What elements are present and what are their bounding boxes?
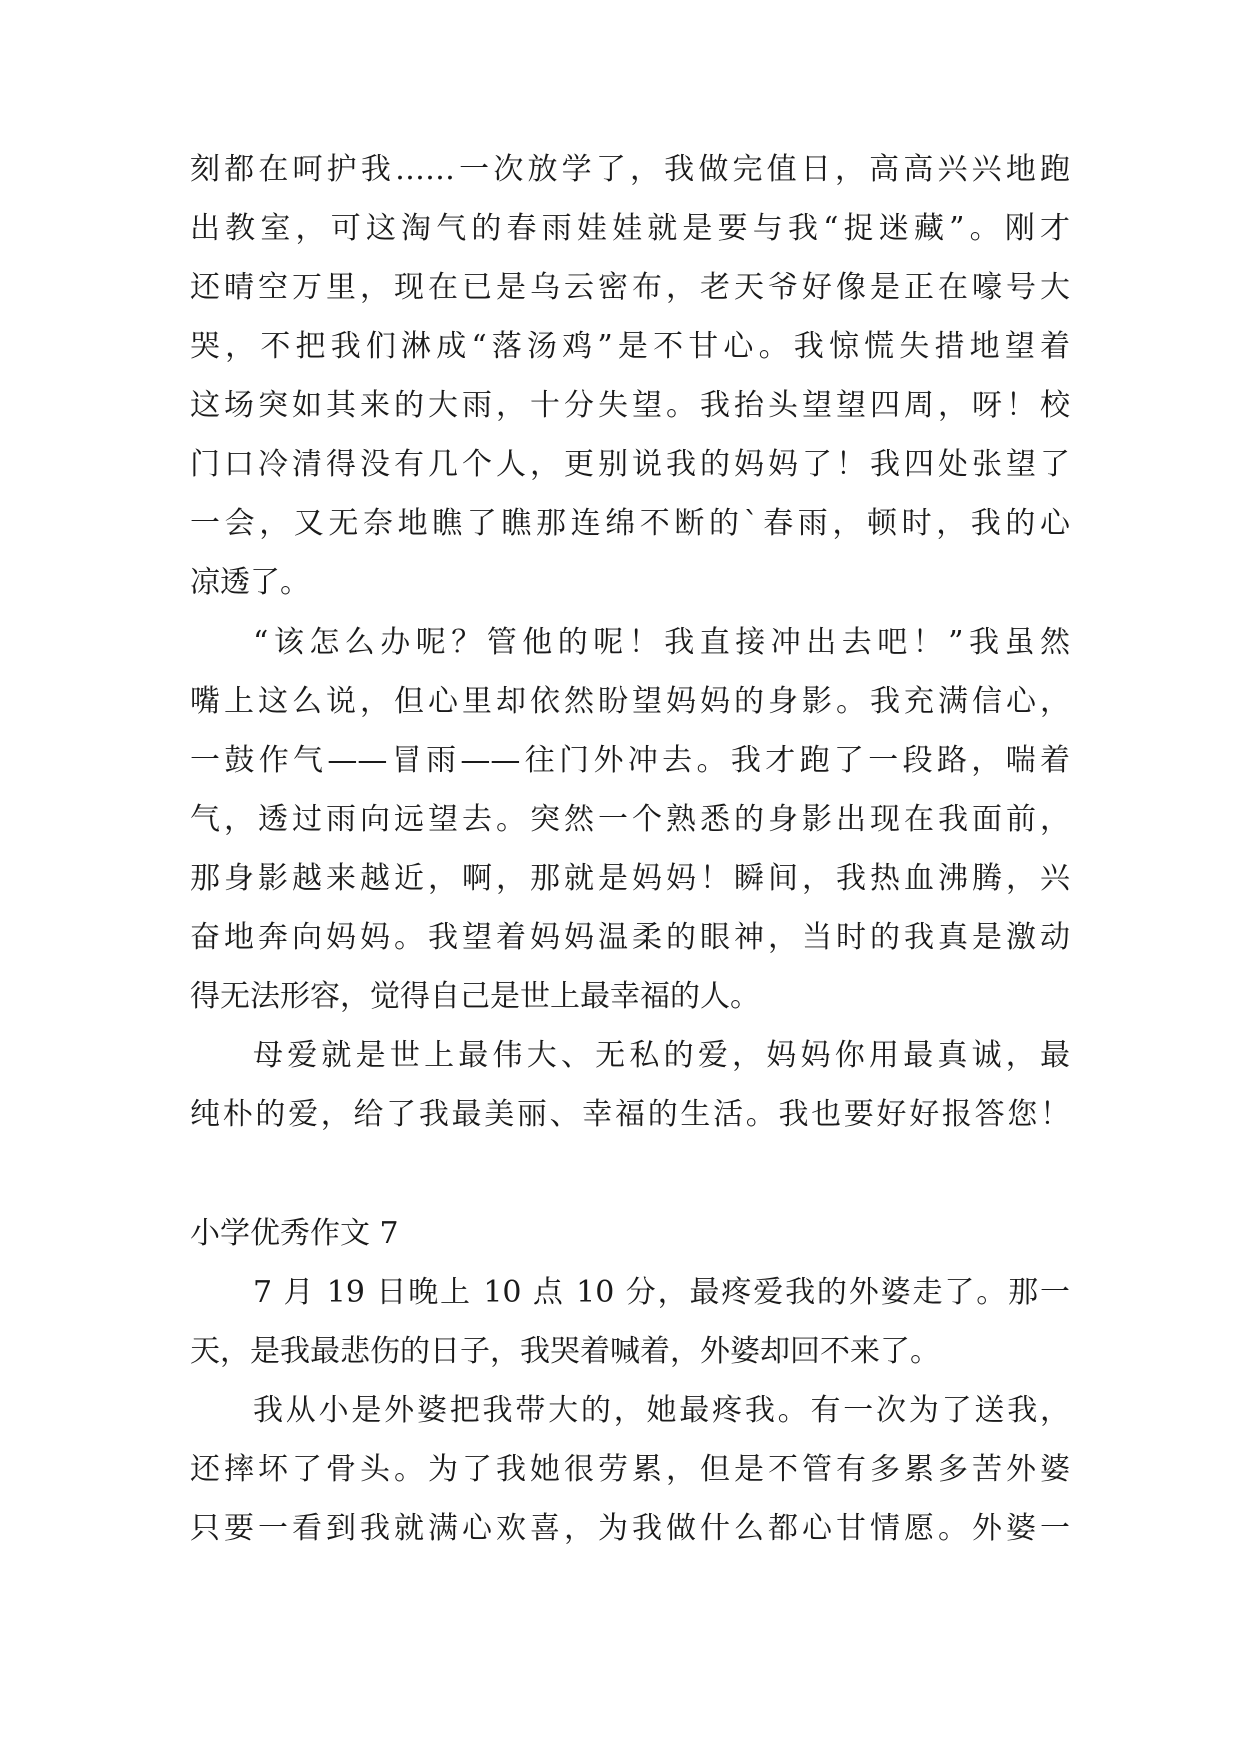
text-line: 奋地奔向妈妈。我望着妈妈温柔的眼神，当时的我真是激动: [190, 920, 1070, 955]
text-line: “该怎么办呢？管他的呢！我直接冲出去吧！”我虽然: [253, 625, 1070, 660]
text-line: 凉透了。: [190, 565, 310, 600]
text-line: 气，透过雨向远望去。突然一个熟悉的身影出现在我面前，: [190, 802, 1070, 837]
text-line: 还摔坏了骨头。为了我她很劳累，但是不管有多累多苦外婆: [190, 1452, 1070, 1487]
text-line: 母爱就是世上最伟大、无私的爱，妈妈你用最真诚，最: [253, 1038, 1070, 1073]
text-line: 刻都在呵护我……一次放学了，我做完值日，高高兴兴地跑: [190, 152, 1070, 187]
text-line: 我从小是外婆把我带大的，她最疼我。有一次为了送我，: [253, 1393, 1070, 1428]
text-line: 嘴上这么说，但心里却依然盼望妈妈的身影。我充满信心，: [190, 684, 1070, 719]
text-line: 那身影越来越近，啊，那就是妈妈！瞬间，我热血沸腾，兴: [190, 861, 1070, 896]
text-line: 这场突如其来的大雨，十分失望。我抬头望望四周，呀！校: [190, 388, 1070, 423]
text-line: 天，是我最悲伤的日子，我哭着喊着，外婆却回不来了。: [190, 1334, 940, 1369]
text-line: 只要一看到我就满心欢喜，为我做什么都心甘情愿。外婆一: [190, 1511, 1070, 1546]
text-line: 一鼓作气——冒雨——往门外冲去。我才跑了一段路，喘着: [190, 743, 1070, 778]
text-line: 一会，又无奈地瞧了瞧那连绵不断的`春雨，顿时，我的心: [190, 506, 1070, 541]
section-title: 小学优秀作文 7: [190, 1216, 399, 1251]
text-line: 哭，不把我们淋成“落汤鸡”是不甘心。我惊慌失措地望着: [190, 329, 1070, 364]
text-line: 还晴空万里，现在已是乌云密布，老天爷好像是正在嚎号大: [190, 270, 1070, 305]
text-line: 7 月 19 日晚上 10 点 10 分，最疼爱我的外婆走了。那一: [253, 1275, 1070, 1310]
text-line: 得无法形容，觉得自己是世上最幸福的人。: [190, 979, 760, 1014]
text-line: 纯朴的爱，给了我最美丽、幸福的生活。我也要好好报答您！: [190, 1097, 1070, 1132]
text-line: 门口冷清得没有几个人，更别说我的妈妈了！我四处张望了: [190, 447, 1070, 482]
text-line: 出教室，可这淘气的春雨娃娃就是要与我“捉迷藏”。刚才: [190, 211, 1070, 246]
